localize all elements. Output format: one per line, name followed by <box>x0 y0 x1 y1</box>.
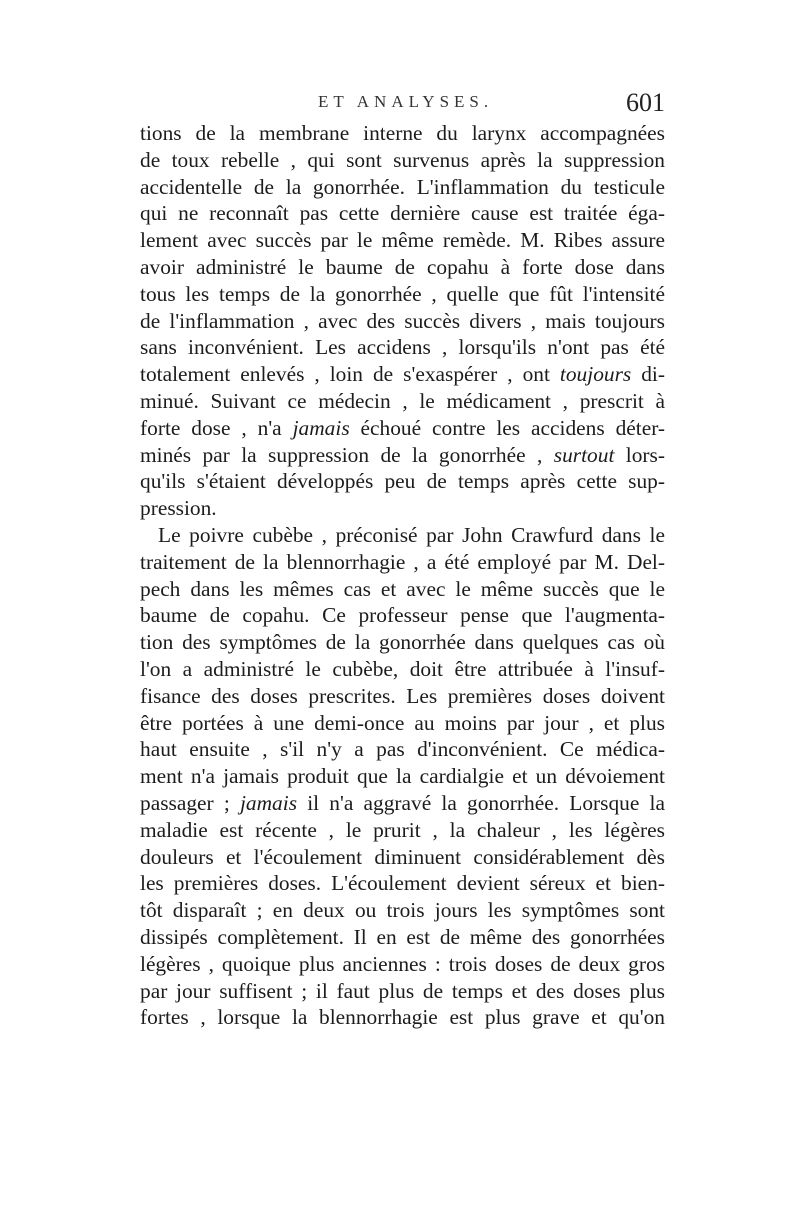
paragraph-start-line: Le poivre cubèbe , préconisé par John Crawfurd dans le <box>158 522 665 547</box>
page-number: 601 <box>626 88 665 117</box>
text-line: qu'ils s'étaient développés peu de temps après cette sup- <box>140 469 665 494</box>
running-title: ET ANALYSES. <box>318 92 494 111</box>
text-line: maladie est récente , le prurit , la chaleur , les légères <box>140 817 665 842</box>
text-line: qui ne reconnaît pas cette dernière cause est traitée éga- <box>140 201 665 226</box>
text-line: avoir administré le baume de copahu à forte dose dans <box>140 254 665 279</box>
text-line: de l'inflammation , avec des succès divers , mais toujours <box>140 308 665 333</box>
italic-word: toujours <box>559 362 632 387</box>
text-line: l'on a administré le cubèbe, doit être attribuée à l'insuf- <box>140 656 665 681</box>
text-line: douleurs et l'écoulement diminuent considérablement dès <box>140 844 665 869</box>
text-line: fortes , lorsque la blennorrhagie est plus grave et qu'on <box>140 1005 665 1030</box>
text-line: traitement de la blennorrhagie , a été employé par M. Del- <box>140 549 665 574</box>
text-line: par jour suffisent ; il faut plus de temps et des doses plus <box>140 978 665 1003</box>
text-line-with-italic: passager ; jamais il n'a aggravé la gonorrhée. Lorsque la <box>140 790 665 815</box>
text-line: ment n'a jamais produit que la cardialgie et un dévoiement <box>140 764 665 789</box>
text-line: de toux rebelle , qui sont survenus après la suppression <box>140 147 665 172</box>
text-line: fisance des doses prescrites. Les premières doses doivent <box>140 683 665 708</box>
text-line-with-italic: totalement enlevés , loin de s'exaspérer , ont toujours di- <box>140 362 665 387</box>
text-line: tions de la membrane interne du larynx accompagnées <box>140 121 665 145</box>
text-line: être portées à une demi-once au moins par jour , et plus <box>140 710 665 735</box>
text-line: pech dans les mêmes cas et avec le même succès que le <box>140 576 665 601</box>
text-line: dissipés complètement. Il en est de même des gonorrhées <box>140 924 665 949</box>
text-line: les premières doses. L'écoulement devient séreux et bien- <box>140 871 665 896</box>
text-line: tion des symptômes de la gonorrhée dans quelques cas où <box>140 630 665 655</box>
italic-word: surtout <box>553 442 615 467</box>
text-line: minué. Suivant ce médecin , le médicament , prescrit à <box>140 388 665 413</box>
text-line-with-italic: forte dose , n'a jamais échoué contre les accidens déter- <box>140 415 666 440</box>
text-line: lement avec succès par le même remède. M. Ribes assure <box>140 228 665 253</box>
text-line: accidentelle de la gonorrhée. L'inflammation du testicule <box>140 174 665 199</box>
text-line: sans inconvénient. Les accidens , lorsqu'ils n'ont pas été <box>140 335 665 360</box>
text-line-with-italic: minés par la suppression de la gonorrhée , surtout lors- <box>140 442 666 467</box>
text-line: tôt disparaît ; en deux ou trois jours les symptômes sont <box>140 898 665 923</box>
italic-word: jamais <box>292 415 350 440</box>
text-line: légères , quoique plus anciennes : trois doses de deux gros <box>140 951 665 976</box>
italic-word: jamais <box>239 790 298 815</box>
text-line: tous les temps de la gonorrhée , quelle que fût l'intensité <box>140 281 665 306</box>
text-line: baume de copahu. Ce professeur pense que l'augmenta- <box>140 603 665 628</box>
body-text <box>140 120 665 1031</box>
paragraph-end-line: pression. <box>140 496 217 521</box>
text-line: haut ensuite , s'il n'y a pas d'inconvénient. Ce médica- <box>140 737 665 762</box>
